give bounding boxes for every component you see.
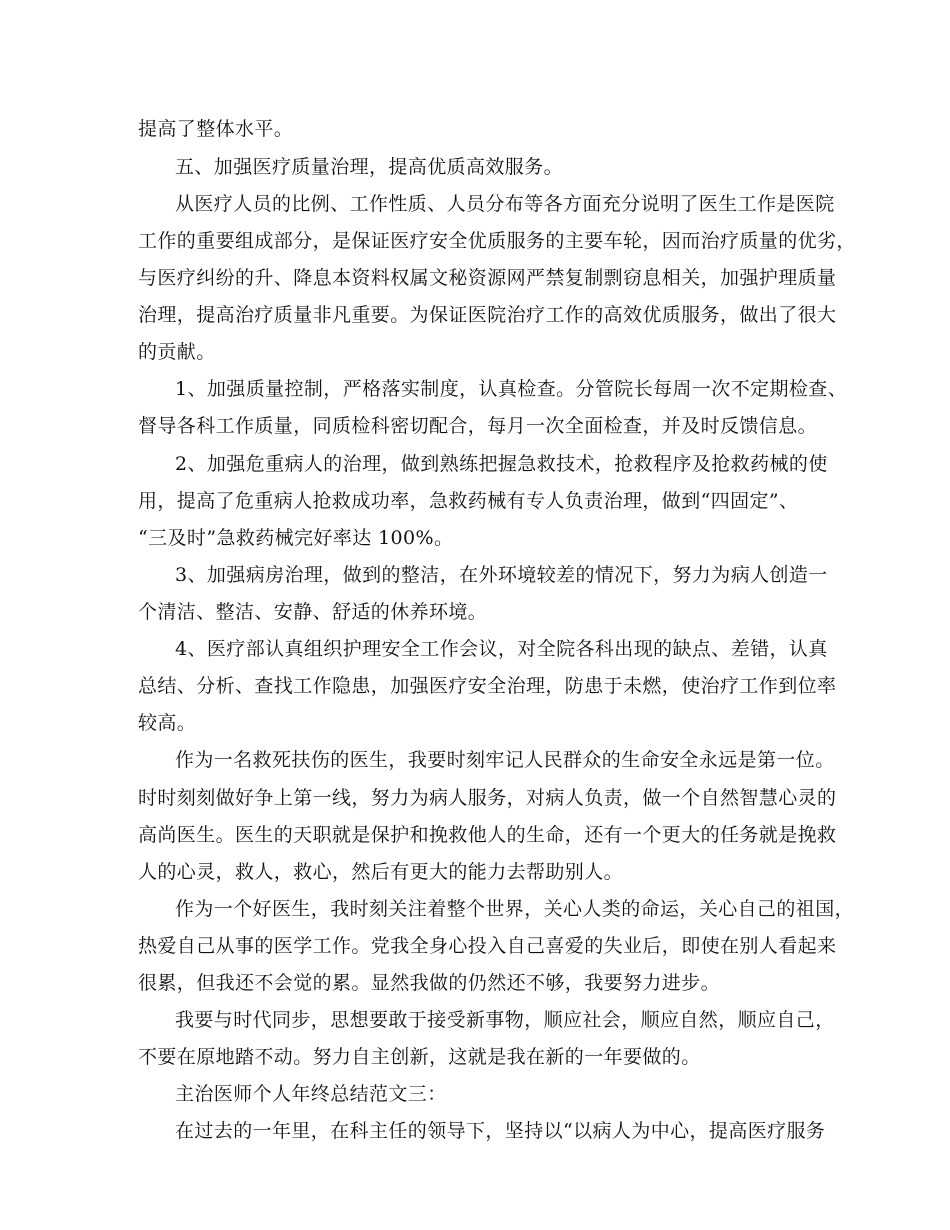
text-line: 人的心灵，救人，救心，然后有更大的能力去帮助别人。 [138,861,624,883]
list-item-line: 4、医疗部认真组织护理安全工作会议，对全院各科出现的缺点、差错，认真 [175,638,828,660]
text-line: 与医疗纠纷的升、降息本资料权属文秘资源网严禁复制剽窃息相关，加强护理质量 [138,267,837,289]
list-item-line: 3、加强病房治理，做到的整洁，在外环境较差的情况下，努力为病人创造一 [175,564,828,586]
section-heading: 五、加强医疗质量治理，提高优质高效服务。 [175,156,564,178]
text-line: 的贡献。 [138,341,216,363]
text-line: 较高。 [138,712,197,734]
text-line: 工作的重要组成部分，是保证医疗安全优质服务的主要车轮，因而治疗质量的优劣， [138,230,856,252]
text-line: 作为一名救死扶伤的医生，我要时刻牢记人民群众的生命安全永远是第一位。 [175,749,835,771]
text-line: 从医疗人员的比例、工作性质、人员分布等各方面充分说明了医生工作是医院 [175,193,835,215]
text-line: 总结、分析、查找工作隐患，加强医疗安全治理，防患于未燃，使治疗工作到位率 [138,675,837,697]
text-line: 督导各科工作质量，同质检科密切配合，每月一次全面检查，并及时反馈信息。 [138,415,818,437]
text-line: 用，提高了危重病人抢救成功率，急救药械有专人负责治理，做到“四固定”、 [138,490,799,512]
text-line: 高尚医生。医生的天职就是保护和挽救他人的生命，还有一个更大的任务就是挽救 [138,824,837,846]
text-line: “三及时”急救药械完好率达 100%。 [138,527,454,549]
text-line: 我要与时代同步，思想要敢于接受新事物，顺应社会，顺应自然，顺应自己， [175,1009,835,1031]
text-line: 个清洁、整洁、安静、舒适的休养环境。 [138,601,488,623]
text-line: 作为一个好医生，我时刻关注着整个世界，关心人类的命运，关心自己的祖国， [175,898,855,920]
section-heading: 主治医师个人年终总结范文三： [175,1083,447,1105]
text-line: 不要在原地踏不动。努力自主创新，这就是我在新的一年要做的。 [138,1046,701,1068]
text-line: 很累，但我还不会觉的累。显然我做的仍然还不够，我要努力进步。 [138,972,721,994]
text-line: 时时刻刻做好争上第一线，努力为病人服务，对病人负责，做一个自然智慧心灵的 [138,787,837,809]
list-item-line: 2、加强危重病人的治理，做到熟练把握急救技术，抢救程序及抢救药械的使 [175,453,828,475]
text-line: 提高了整体水平。 [138,118,294,140]
text-line: 在过去的一年里，在科主任的领导下，坚持以“以病人为中心，提高医疗服务 [175,1120,826,1142]
text-line: 治理，提高治疗质量非凡重要。为保证医院治疗工作的高效优质服务，做出了很大 [138,304,837,326]
text-line: 热爱自己从事的医学工作。党我全身心投入自己喜爱的失业后，即使在别人看起来 [138,935,837,957]
list-item-line: 1、加强质量控制，严格落实制度，认真检查。分管院长每周一次不定期检查、 [175,378,848,400]
